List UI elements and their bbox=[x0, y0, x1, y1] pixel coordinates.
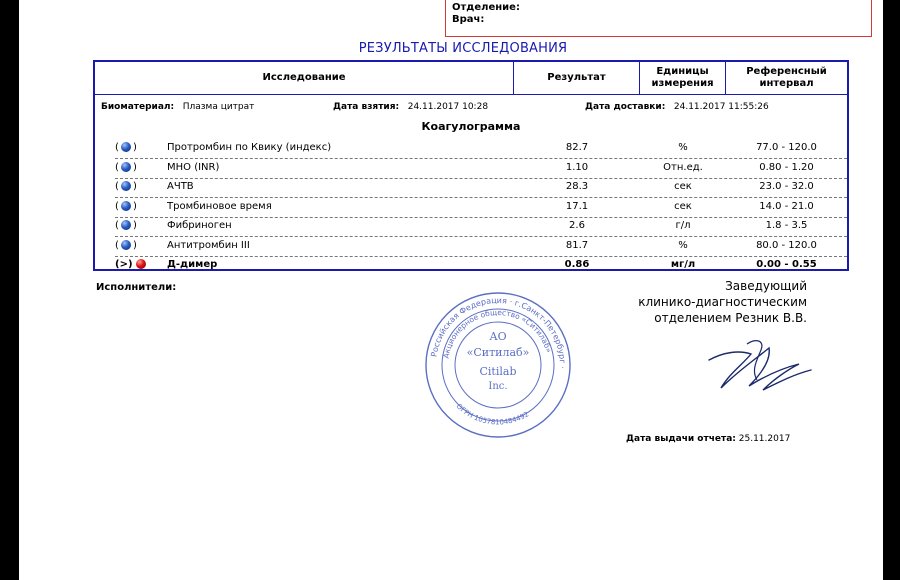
table-row bbox=[115, 256, 847, 275]
test-result: 81.7 bbox=[565, 239, 589, 251]
row-mark-end: ) bbox=[133, 181, 137, 192]
test-unit: % bbox=[678, 142, 688, 153]
test-reference: 14.0 - 21.0 bbox=[759, 200, 814, 212]
test-reference: 80.0 - 120.0 bbox=[756, 239, 817, 251]
col-result: Результат bbox=[514, 62, 640, 94]
issue-date-label: Дата выдачи отчета: bbox=[626, 434, 736, 444]
test-reference: 77.0 - 120.0 bbox=[756, 142, 817, 153]
test-result: 17.1 bbox=[565, 200, 589, 212]
results-table bbox=[93, 60, 849, 271]
test-result: 0.86 bbox=[564, 259, 590, 270]
col-reference: Референсный интервал bbox=[746, 66, 827, 89]
test-name: Д-димер bbox=[167, 259, 218, 270]
test-result: 2.6 bbox=[569, 220, 585, 231]
executors-label: Исполнители: bbox=[96, 282, 177, 293]
table-header bbox=[95, 62, 847, 95]
test-name: Тромбиновое время bbox=[167, 200, 272, 212]
col-test: Исследование bbox=[95, 62, 514, 94]
table-row bbox=[115, 198, 847, 218]
test-unit: % bbox=[678, 239, 688, 251]
test-name: Протромбин по Квику (индекс) bbox=[167, 142, 332, 153]
test-unit: сек bbox=[674, 181, 692, 192]
status-high-indicator bbox=[136, 259, 146, 269]
status-normal-indicator bbox=[121, 181, 131, 191]
stamp-ogrn: ОГРН 1057810484492 bbox=[454, 402, 531, 427]
stamp-outer-text: Российская Федерация · г.Санкт-Петербург · bbox=[429, 295, 568, 369]
stamp-inner-text: Акционерное общество «Ситилаб» bbox=[441, 307, 554, 360]
test-unit: сек bbox=[674, 200, 692, 212]
date-taken bbox=[333, 102, 488, 112]
row-mark: ( bbox=[115, 161, 119, 173]
status-normal-indicator bbox=[121, 220, 131, 230]
department-label: Отделение: bbox=[452, 2, 520, 13]
date-delivery-value: 24.11.2017 11:55:26 bbox=[673, 102, 769, 112]
test-result: 28.3 bbox=[565, 181, 589, 192]
issue-date bbox=[626, 434, 790, 444]
test-unit: г/л bbox=[675, 220, 691, 231]
test-result: 1.10 bbox=[565, 161, 589, 173]
section-title: Коагулограмма bbox=[421, 120, 521, 133]
head-line-3: отделением Резник В.В. bbox=[654, 311, 807, 325]
date-delivery bbox=[585, 102, 769, 112]
date-delivery-label: Дата доставки: bbox=[585, 102, 666, 112]
status-normal-indicator bbox=[121, 142, 131, 152]
row-mark-end: ) bbox=[133, 200, 137, 212]
table-row bbox=[115, 217, 847, 237]
biomaterial bbox=[101, 102, 254, 112]
table-row bbox=[115, 159, 847, 179]
table-row bbox=[115, 237, 847, 257]
test-name: МНО (INR) bbox=[167, 161, 220, 173]
test-name: Фибриноген bbox=[167, 220, 232, 231]
test-reference: 23.0 - 32.0 bbox=[759, 181, 814, 192]
date-taken-value: 24.11.2017 10:28 bbox=[407, 102, 489, 112]
test-name: АЧТВ bbox=[167, 181, 194, 192]
head-signature-block bbox=[638, 278, 807, 326]
head-line-2: клинико-диагностическим bbox=[638, 295, 807, 309]
test-result: 82.7 bbox=[565, 142, 589, 153]
row-mark: ( bbox=[115, 200, 119, 212]
handwritten-signature bbox=[699, 330, 819, 400]
doctor-label: Врач: bbox=[452, 14, 485, 25]
report-page bbox=[19, 0, 883, 580]
company-stamp bbox=[423, 290, 573, 440]
row-mark: ( bbox=[115, 142, 119, 153]
row-mark: ( bbox=[115, 220, 119, 231]
stamp-name-en2: Inc. bbox=[488, 381, 508, 392]
issue-date-value: 25.11.2017 bbox=[738, 434, 791, 444]
table-row bbox=[115, 178, 847, 198]
row-mark-end: ) bbox=[133, 142, 137, 153]
test-reference: 0.00 - 0.55 bbox=[756, 259, 817, 270]
status-normal-indicator bbox=[121, 201, 131, 211]
biomaterial-label: Биоматериал: bbox=[101, 102, 175, 112]
test-unit: мг/л bbox=[670, 259, 696, 270]
col-units: Единицы измерения bbox=[640, 62, 726, 94]
table-row bbox=[115, 139, 847, 159]
row-mark: ( bbox=[115, 181, 119, 192]
stamp-name-en1: Citilab bbox=[479, 365, 517, 378]
biomaterial-value: Плазма цитрат bbox=[182, 102, 255, 112]
test-reference: 0.80 - 1.20 bbox=[759, 161, 814, 173]
status-normal-indicator bbox=[121, 162, 131, 172]
stamp-ao: АО bbox=[489, 330, 507, 343]
test-name: Антитромбин III bbox=[167, 239, 250, 251]
report-title: РЕЗУЛЬТАТЫ ИССЛЕДОВАНИЯ bbox=[358, 41, 568, 56]
date-taken-label: Дата взятия: bbox=[333, 102, 400, 112]
test-reference: 1.8 - 3.5 bbox=[765, 220, 808, 231]
stamp-name-ru: «Ситилаб» bbox=[466, 346, 530, 359]
row-mark-end: ) bbox=[133, 239, 137, 251]
row-mark-end: ) bbox=[133, 220, 137, 231]
test-unit: Отн.ед. bbox=[663, 161, 703, 173]
head-line-1: Заведующий bbox=[725, 279, 807, 293]
status-normal-indicator bbox=[121, 240, 131, 250]
row-mark: (>) bbox=[115, 259, 133, 270]
row-mark: ( bbox=[115, 239, 119, 251]
row-mark-end: ) bbox=[133, 161, 137, 173]
